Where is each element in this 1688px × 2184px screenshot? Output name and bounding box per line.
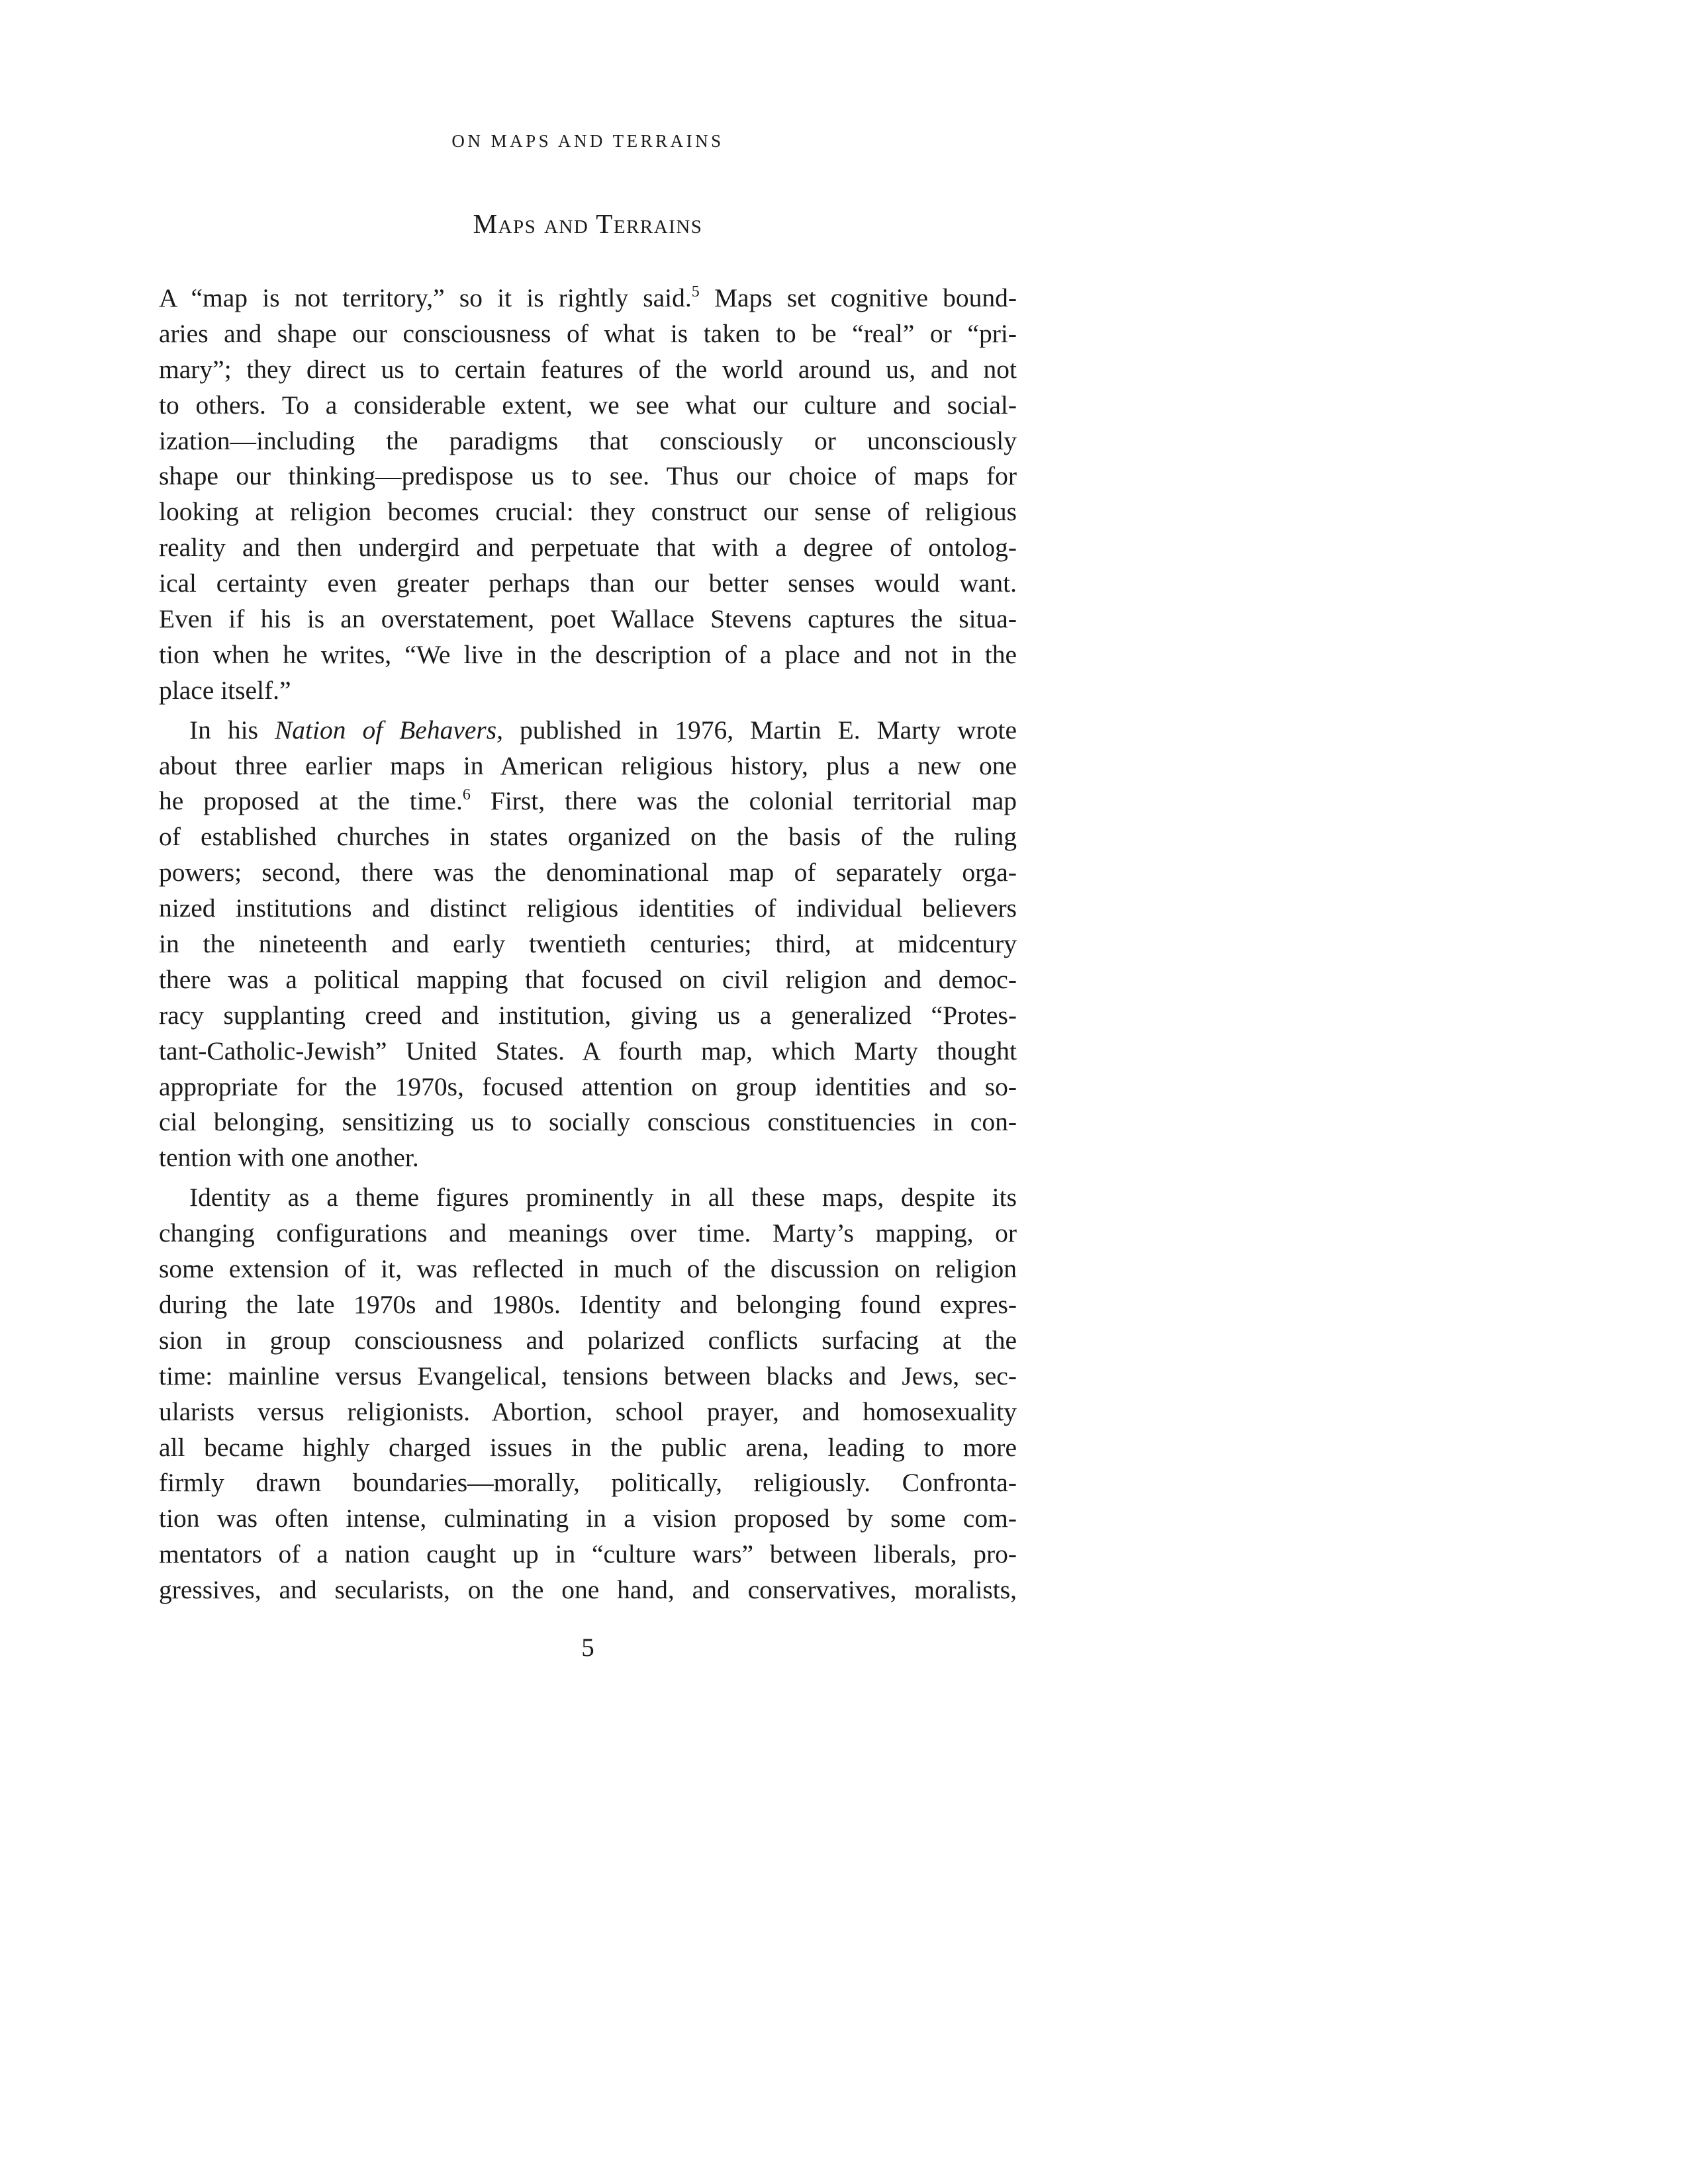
running-head: ON MAPS AND TERRAINS [451,131,724,151]
text-line: appropriate for the 1970s, focused attention on group identities and so- [159,1071,1017,1101]
text-line: cial belonging, sensitizing us to socially conscious constituencies in con- [159,1107,1017,1137]
book-title: Nation of Behavers, [274,715,504,745]
text-line: to others. To a considerable extent, we see what our culture and social- [159,390,1017,420]
text-line: gressives, and secularists, on the one hand, and conservatives, moralists, [159,1575,1017,1605]
text-line: Even if his is an overstatement, poet Wallace Stevens captures the situa- [159,604,1017,634]
text-line: ical certainty even greater perhaps than our better senses would want. [159,569,1017,598]
text-line: about three earlier maps in American religious history, plus a new one [159,751,1017,780]
text-line: tion when he writes, “We live in the description of a place and not in the [159,639,1017,669]
text-line: mentators of a nation caught up in “culture wars” between liberals, pro- [159,1539,1017,1569]
text-line: place itself.” [159,675,291,705]
body-text [159,281,1017,1608]
paragraph-2 [159,713,1017,1177]
footnote-ref-5[interactable]: 5 [691,283,700,300]
text-line: mary”; they direct us to certain features of the world around us, and not [159,354,1017,384]
text-line: there was a political mapping that focused on civil religion and democ- [159,964,1017,994]
text-line: during the late 1970s and 1980s. Identity and belonging found expres- [159,1289,1017,1319]
text-line: racy supplanting creed and institution, giving us a generalized “Protes- [159,1000,1017,1030]
text-line: some extension of it, was reflected in much of the discussion on religion [159,1254,1017,1284]
text-line: changing configurations and meanings over time. Marty’s mapping, or [159,1218,1017,1248]
text-line: powers; second, there was the denominational map of separately orga- [159,858,1017,887]
text-line: time: mainline versus Evangelical, tensions between blacks and Jews, sec- [159,1361,1017,1390]
text-line: aries and shape our consciousness of what is taken to be “real” or “pri- [159,318,1017,348]
section-heading: Maps and Terrains [473,208,703,239]
text-line: tention with one another. [159,1143,419,1173]
page-number: 5 [581,1633,594,1662]
text-line: ularists versus religionists. Abortion, school prayer, and homosexuality [159,1396,1017,1426]
paragraph-3 [159,1180,1017,1608]
footnote-ref-6[interactable]: 6 [462,786,471,804]
text-line: firmly drawn boundaries—morally, politically, religiously. Confronta- [159,1468,1017,1498]
text-line: tion was often intense, culminating in a vision proposed by some com- [159,1504,1017,1533]
text-line: he proposed at the time.$^6$ First, there was the colonial territorial map [159,786,1017,816]
text-line: Identity as a theme figures prominently in all these maps, despite its [189,1183,1017,1212]
text-line: ization—including the paradigms that consciously or unconsciously [159,426,1017,455]
text-line: shape our thinking—predispose us to see. Thus our choice of maps for [159,461,1017,491]
text-line: of established churches in states organized on the basis of the ruling [159,822,1017,852]
text-line: looking at religion becomes crucial: they construct our sense of religious [159,497,1017,527]
text-line: In his Nation of Behavers, published in 1976, Martin E. Marty wrote [189,715,1017,745]
text-line: all became highly charged issues in the public arena, leading to more [159,1432,1017,1462]
text-line: reality and then undergird and perpetuate that with a degree of ontolog- [159,533,1017,563]
text-line: tant-Catholic-Jewish” United States. A fourth map, which Marty thought [159,1036,1017,1066]
text-line: nized institutions and distinct religious identities of individual believers [159,893,1017,923]
text-line: in the nineteenth and early twentieth centuries; third, at midcentury [159,929,1017,959]
paragraph-1 [159,281,1017,709]
text-line: sion in group consciousness and polarized conflicts surfacing at the [159,1325,1017,1355]
text-line: A “map is not territory,” so it is rightly said.$^5$ Maps set cognitive bound- [159,283,1017,312]
